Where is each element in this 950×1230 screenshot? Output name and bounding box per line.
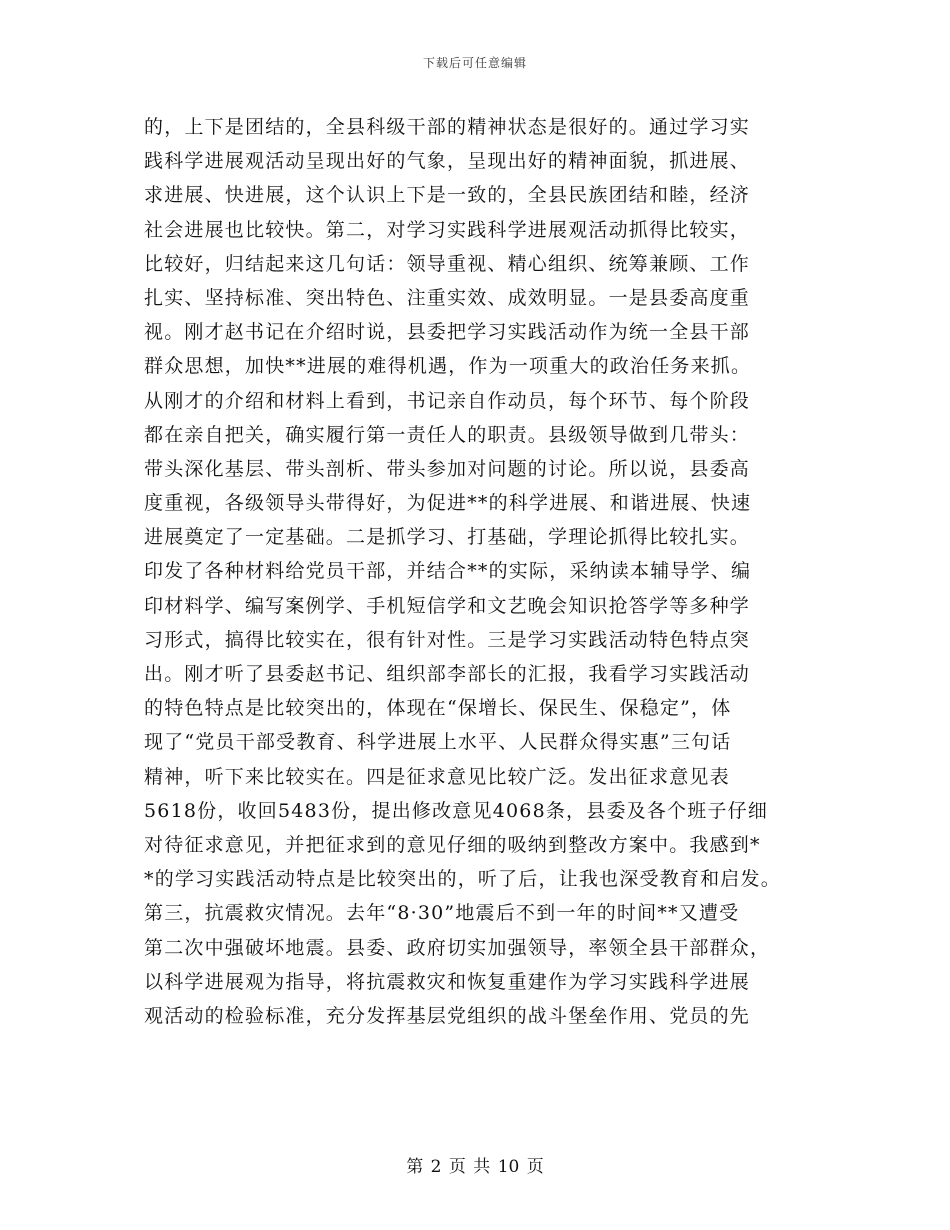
body-line: 习形式，搞得比较实在，很有针对性。三是学习实践活动特色特点突 bbox=[144, 628, 751, 651]
body-line: 的，上下是团结的，全县科级干部的精神状态是很好的。通过学习实 bbox=[144, 116, 751, 138]
body-line: 都在亲自把关，确实履行第一责任人的职责。县级领导做到几带头： bbox=[144, 423, 751, 446]
body-line: 第三，抗震救灾情况。去年“8·30”地震后不到一年的时间**又遭受 bbox=[144, 902, 740, 925]
body-line: 社会进展也比较快。第二，对学习实践科学进展观活动抓得比较实， bbox=[144, 218, 751, 241]
body-line: 5618份，收回5483份，提出修改意见4068条，县委及各个班子仔细 bbox=[144, 799, 769, 822]
body-line: 度重视，各级领导头带得好，为促进**的科学进展、和谐进展、快速 bbox=[144, 492, 752, 515]
body-line: 现了“党员干部受教育、科学进展上水平、人民群众得实惠”三句话 bbox=[144, 731, 732, 754]
page-header-note: 下载后可任意编辑 bbox=[422, 56, 527, 70]
body-line: 进展奠定了一定基础。二是抓学习、打基础，学理论抓得比较扎实。 bbox=[144, 526, 751, 549]
body-line: 对待征求意见，并把征求到的意见仔细的吸纳到整改方案中。我感到* bbox=[144, 833, 761, 856]
body-line: *的学习实践活动特点是比较突出的，听了后，让我也深受教育和启发。 bbox=[144, 868, 781, 891]
body-line: 群众思想，加快**进展的难得机遇，作为一项重大的政治任务来抓。 bbox=[144, 355, 752, 378]
body-line: 印发了各种材料给党员干部，并结合**的实际，采纳读本辅导学、编 bbox=[144, 560, 752, 583]
body-line: 观活动的检验标准，充分发挥基层党组织的战斗堡垒作用、党员的先 bbox=[144, 1004, 751, 1027]
document-body bbox=[144, 110, 824, 1033]
body-line: 求进展、快进展，这个认识上下是一致的，全县民族团结和睦，经济 bbox=[144, 184, 751, 207]
body-line: 的特色特点是比较突出的，体现在“保增长、保民生、保稳定”，体 bbox=[144, 697, 732, 720]
body-line: 出。刚才听了县委赵书记、组织部李部长的汇报，我看学习实践活动 bbox=[144, 663, 751, 685]
body-line: 从刚才的介绍和材料上看到，书记亲自作动员，每个环节、每个阶段 bbox=[144, 389, 751, 412]
body-line: 精神，听下来比较实在。四是征求意见比较广泛。发出征求意见表 bbox=[144, 765, 730, 788]
body-line: 第二次中强破坏地震。县委、政府切实加强领导，率领全县干部群众， bbox=[144, 936, 771, 959]
body-line: 扎实、坚持标准、突出特色、注重实效、成效明显。一是县委高度重 bbox=[144, 286, 751, 309]
body-line: 视。刚才赵书记在介绍时说，县委把学习实践活动作为统一全县干部 bbox=[144, 321, 751, 344]
body-line: 以科学进展观为指导，将抗震救灾和恢复重建作为学习实践科学进展 bbox=[144, 970, 751, 993]
body-line: 带头深化基层、带头剖析、带头参加对问题的讨论。所以说，县委高 bbox=[144, 457, 751, 480]
body-line: 践科学进展观活动呈现出好的气象，呈现出好的精神面貌，抓进展、 bbox=[144, 150, 751, 173]
body-line: 比较好，归结起来这几句话：领导重视、精心组织、统筹兼顾、工作 bbox=[144, 252, 751, 275]
body-line: 印材料学、编写案例学、手机短信学和文艺晚会知识抢答学等多种学 bbox=[144, 594, 751, 617]
page-number-footer: 第 2 页 共 10 页 bbox=[406, 1157, 544, 1177]
